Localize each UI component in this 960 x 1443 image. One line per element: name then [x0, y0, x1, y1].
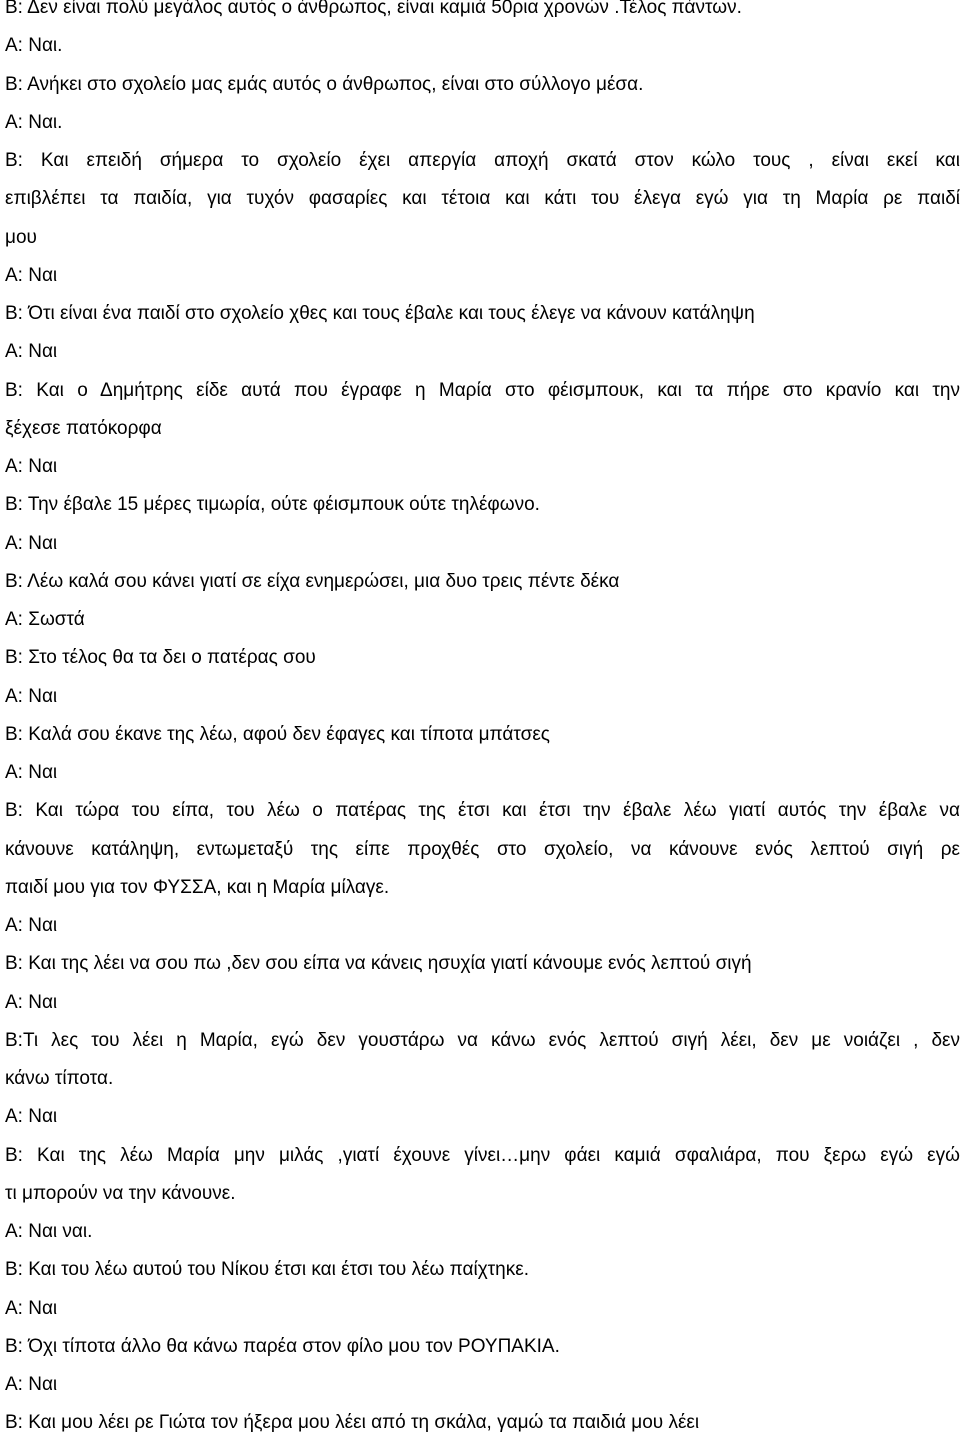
dialogue-line: Α: Ναι ναι. — [5, 1221, 93, 1242]
dialogue-line: Α: Ναι — [5, 685, 58, 707]
dialogue-line: Β: Και της λέει να σου πω ,δεν σου είπα να κάνεις ησυχία γιατί κάνουμε ενός λεπτού σιγή — [5, 953, 752, 975]
dialogue-line: Α: Ναι — [5, 915, 58, 936]
dialogue-line: Β: Όχι τίποτα άλλο θα κάνω παρέα στον φίλο μου τον ΡΟΥΠΑΚΙΑ. — [5, 1335, 560, 1357]
dialogue-line: Α: Ναι — [5, 1297, 58, 1319]
dialogue-paragraph — [5, 142, 960, 257]
dialogue-line: Α: Ναι — [5, 341, 58, 363]
dialogue-line: Β: Ανήκει στο σχολείο μας εμάς αυτός ο άνθρωπος, είναι στο σύλλογο μέσα. — [5, 73, 644, 95]
dialogue-line: Α: Ναι — [5, 991, 58, 1013]
dialogue-line: παιδί μου για τον ΦΥΣΣΑ, και η Μαρία μίλαγε. — [5, 876, 390, 898]
dialogue-line: Α: Ναι — [5, 762, 58, 783]
dialogue-line: Β: Και του λέω αυτού του Νίκου έτσι και έτσι του λέω παίχτηκε. — [5, 1259, 529, 1281]
dialogue-line: μου — [5, 226, 37, 248]
dialogue-line: τι μπορούν να την κάνουνε. — [5, 1182, 236, 1204]
dialogue-line: Β:Τι λες του λέει η Μαρία, εγώ δεν γουστάρω να κάνω ενός λεπτού σιγή λέει, δεν με νοιάζει , δεν — [5, 1029, 960, 1051]
dialogue-line: ξέχεσε πατόκορφα — [5, 417, 162, 439]
dialogue-line: Α: Ναι. — [5, 111, 63, 133]
dialogue-line: Β: Καλά σου έκανε της λέω, αφού δεν έφαγες και τίποτα μπάτσες — [5, 723, 550, 745]
dialogue-paragraph — [5, 1022, 960, 1099]
dialogue-paragraph — [5, 792, 960, 907]
dialogue-line: Α: Ναι — [5, 532, 58, 554]
dialogue-line: κάνω τίποτα. — [5, 1068, 114, 1089]
dialogue-line: κάνουνε κατάληψη, εντωμεταξύ της είπε προχθές στο σχολείο, να κάνουνε ενός λεπτού σιγή ρε — [5, 838, 960, 860]
dialogue-line: Β: Και τώρα του είπα, του λέω ο πατέρας της έτσι και έτσι την έβαλε λέω γιατί αυτός την έβαλε να — [5, 800, 960, 822]
dialogue-line: Β: Και επειδή σήμερα το σχολείο έχει απεργία αποχή σκατά στον κώλο τους , είναι εκεί και — [5, 150, 960, 171]
dialogue-line: Β: Ότι είναι ένα παιδί στο σχολείο χθες και τους έβαλε και τους έλεγε να κάνουν κατάληψη — [5, 303, 755, 324]
dialogue-line: Β: Και ο Δημήτρης είδε αυτά που έγραφε η Μαρία στο φέισμπουκ, και τα πήρε στο κρανίο και την — [5, 379, 960, 401]
dialogue-line: Β: Και μου λέει ρε Γιώτα τον ήξερα μου λέει από τη σκάλα, γαμώ τα παιδιά μου λέει — [5, 1412, 700, 1434]
dialogue-line: Α: Ναι — [5, 1106, 58, 1128]
dialogue-line: Β: Την έβαλε 15 μέρες τιμωρία, ούτε φέισμπουκ ούτε τηλέφωνο. — [5, 494, 540, 516]
dialogue-line: Α: Ναι — [5, 264, 58, 286]
dialogue-line: Α: Σωστά — [5, 609, 85, 630]
dialogue-line: Β: Δεν είναι πολύ μεγάλος αυτός ο άνθρωπος, είναι καμιά 50ρια χρονών .Τέλος πάντων. — [5, 0, 742, 18]
dialogue-line: Α: Ναι. — [5, 35, 63, 57]
dialogue-line: Β: Λέω καλά σου κάνει γιατί σε είχα ενημερώσει, μια δυο τρεις πέντε δέκα — [5, 570, 620, 592]
dialogue-line: Α: Ναι — [5, 456, 58, 477]
dialogue-line: Β: Και της λέω Μαρία μην μιλάς ,γιατί έχουνε γίνει…μην φάει καμιά σφαλιάρα, που ξερω εγώ εγώ — [5, 1144, 960, 1166]
dialogue-line: Β: Στο τέλος θα τα δει ο πατέρας σου — [5, 647, 316, 669]
dialogue-line: επιβλέπει τα παιδία, για τυχόν φασαρίες και τέτοια και κάτι του έλεγα εγώ για τη Μαρία ρε παιδί — [5, 188, 960, 210]
dialogue-paragraph — [5, 1137, 960, 1214]
transcript-page — [5, 0, 960, 1443]
dialogue-line: Α: Ναι — [5, 1374, 58, 1395]
dialogue-paragraph — [5, 372, 960, 449]
